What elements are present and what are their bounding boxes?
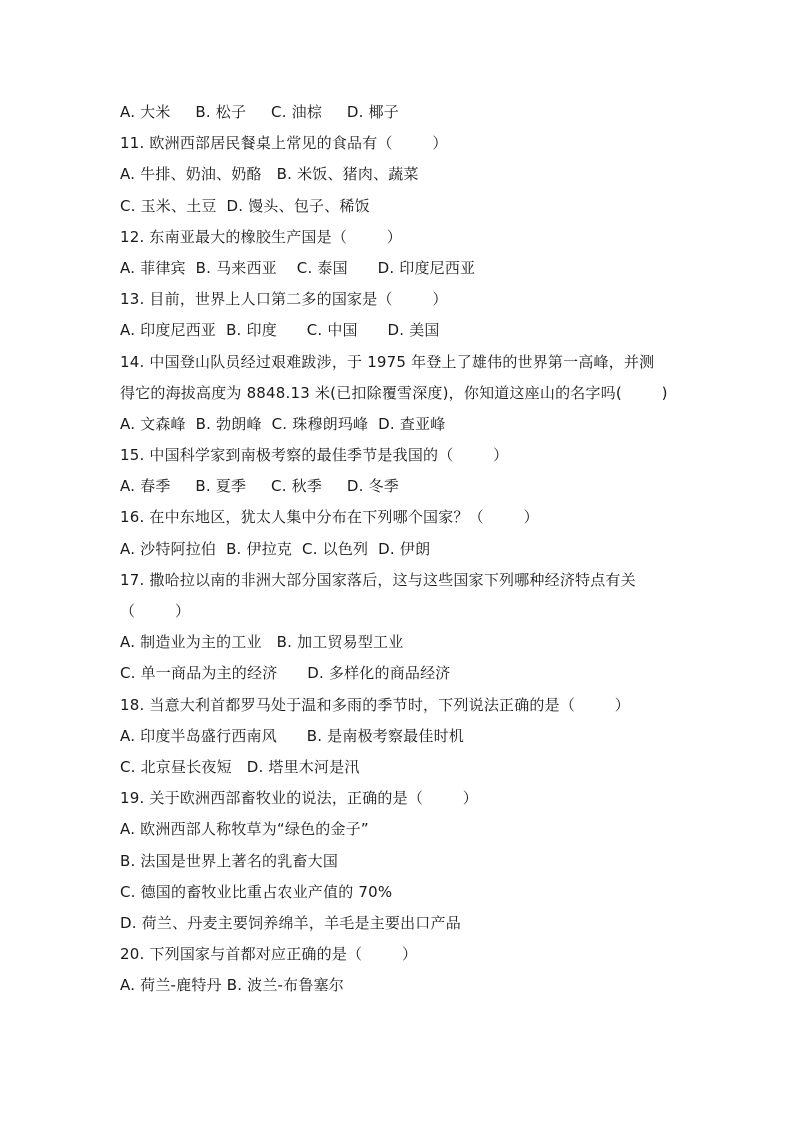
options-q20-ab: A. 荷兰-鹿特丹 B. 波兰-布鲁塞尔 xyxy=(120,976,344,995)
options-q11-ab: A. 牛排、奶油、奶酪 B. 米饭、猪肉、蔬菜 xyxy=(120,165,419,184)
question-14-line2: 得它的海拔高度为 8848.13 米(已扣除覆雪深度)，你知道这座山的名字吗( ) xyxy=(120,383,668,402)
question-17-line2: （ ） xyxy=(120,602,191,620)
question-16: 16. 在中东地区，犹太人集中分布在下列哪个国家？（ ） xyxy=(120,508,539,527)
option-q19-d: D. 荷兰、丹麦主要饲养绵羊，羊毛是主要出口产品 xyxy=(120,913,461,932)
question-19: 19. 关于欧洲西部畜牧业的说法，正确的是（ ） xyxy=(120,789,478,808)
option-q19-c: C. 德国的畜牧业比重占农业产值的 70% xyxy=(120,882,393,901)
options-q13: A. 印度尼西亚 B. 印度 C. 中国 D. 美国 xyxy=(120,321,440,340)
question-14-line1: 14. 中国登山队员经过艰难跋涉，于 1975 年登上了雄伟的世界第一高峰，并测 xyxy=(120,352,655,371)
question-20: 20. 下列国家与首都对应正确的是（ ） xyxy=(120,945,418,964)
options-q12: A. 菲律宾 B. 马来西亚 C. 泰国 D. 印度尼西亚 xyxy=(120,258,476,277)
option-q19-a: A. 欧洲西部人称牧草为“绿色的金子” xyxy=(120,820,369,839)
option-line-q10: A. 大米 B. 松子 C. 油棕 D. 椰子 xyxy=(120,103,399,121)
question-13: 13. 目前，世界上人口第二多的国家是（ ） xyxy=(120,290,448,309)
question-15: 15. 中国科学家到南极考察的最佳季节是我国的（ ） xyxy=(120,446,509,465)
exam-question-list xyxy=(120,97,680,1001)
options-q17-ab: A. 制造业为主的工业 B. 加工贸易型工业 xyxy=(120,633,404,652)
options-q15: A. 春季 B. 夏季 C. 秋季 D. 冬季 xyxy=(120,477,399,496)
question-18: 18. 当意大利首都罗马处于温和多雨的季节时，下列说法正确的是（ ） xyxy=(120,695,630,714)
question-11: 11. 欧洲西部居民餐桌上常见的食品有（ ） xyxy=(120,134,448,153)
option-q19-b: B. 法国是世界上著名的乳畜大国 xyxy=(120,851,339,870)
question-12: 12. 东南亚最大的橡胶生产国是（ ） xyxy=(120,227,402,246)
options-q11-cd: C. 玉米、土豆 D. 馒头、包子、稀饭 xyxy=(120,196,370,215)
options-q17-cd: C. 单一商品为主的经济 D. 多样化的商品经济 xyxy=(120,664,451,683)
question-17-line1: 17. 撒哈拉以南的非洲大部分国家落后，这与这些国家下列哪种经济特点有关 xyxy=(120,570,636,589)
options-q14: A. 文森峰 B. 勃朗峰 C. 珠穆朗玛峰 D. 查亚峰 xyxy=(120,414,446,433)
options-q16: A. 沙特阿拉伯 B. 伊拉克 C. 以色列 D. 伊朗 xyxy=(120,539,431,558)
options-q18-cd: C. 北京昼长夜短 D. 塔里木河是汛 xyxy=(120,757,360,776)
options-q18-ab: A. 印度半岛盛行西南风 B. 是南极考察最佳时机 xyxy=(120,726,464,745)
